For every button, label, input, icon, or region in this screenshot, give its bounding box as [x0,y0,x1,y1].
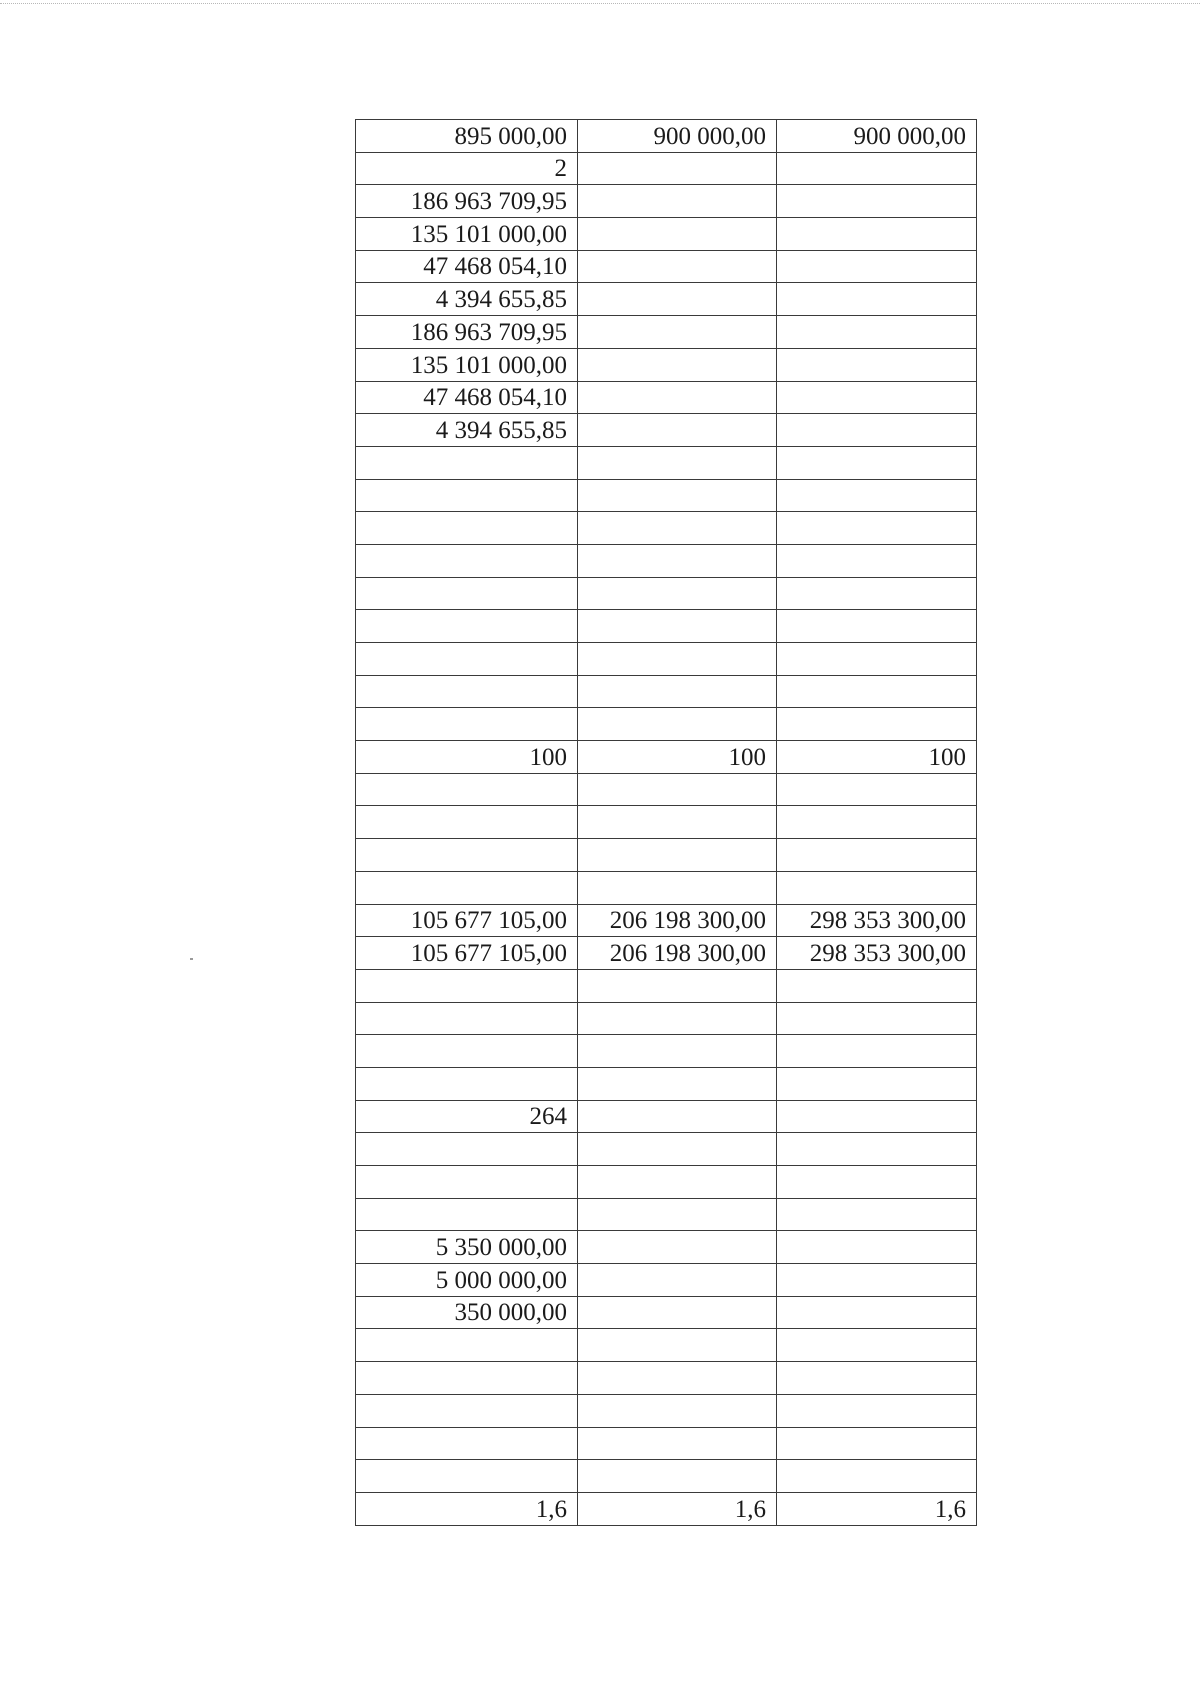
table-row [356,381,977,414]
table-cell [356,1166,578,1199]
table-cell [356,839,578,872]
table-cell [356,1133,578,1166]
table-row [356,1329,977,1362]
table-row [356,1100,977,1133]
table-cell: 1,6 [777,1492,977,1525]
table-row [356,839,977,872]
table-cell [578,1394,777,1427]
table-row [356,806,977,839]
table-cell [578,1166,777,1199]
table-row [356,871,977,904]
table-cell [777,1035,977,1068]
table-cell [578,1460,777,1493]
table-cell: 186 963 709,95 [356,185,578,218]
table-cell: 206 198 300,00 [578,937,777,970]
table-cell [356,577,578,610]
table-cell [578,708,777,741]
table-cell [777,1198,977,1231]
table-row [356,1035,977,1068]
table-cell: 900 000,00 [777,120,977,153]
table-row [356,643,977,676]
table-cell: 350 000,00 [356,1296,578,1329]
table-row [356,120,977,153]
table-cell [777,1100,977,1133]
table-cell: 298 353 300,00 [777,904,977,937]
table-cell [777,1362,977,1395]
table-cell [578,479,777,512]
table-cell [777,1067,977,1100]
table-row [356,1362,977,1395]
table-cell [356,610,578,643]
table-cell [578,1035,777,1068]
table-row [356,1492,977,1525]
table-cell: 1,6 [578,1492,777,1525]
table-cell: 298 353 300,00 [777,937,977,970]
table-cell: 100 [777,741,977,774]
table-cell [578,643,777,676]
table-cell [356,479,578,512]
table-cell [578,969,777,1002]
table-cell [356,871,578,904]
table-row [356,446,977,479]
table-row [356,1264,977,1297]
table-row [356,1427,977,1460]
table-cell: 135 101 000,00 [356,218,578,251]
table-cell [578,544,777,577]
table-cell [578,1296,777,1329]
table-cell [777,969,977,1002]
table-row [356,1394,977,1427]
table-cell [777,544,977,577]
table-cell: 264 [356,1100,578,1133]
table-row [356,1067,977,1100]
table-cell [578,152,777,185]
table-cell: 100 [578,741,777,774]
table-cell: 2 [356,152,578,185]
table-cell [578,381,777,414]
table-cell [777,1427,977,1460]
table-cell [578,806,777,839]
table-cell [578,773,777,806]
table-row [356,969,977,1002]
table-cell: 206 198 300,00 [578,904,777,937]
table-cell [777,185,977,218]
table-row [356,773,977,806]
table-cell [356,446,578,479]
table-cell [578,1002,777,1035]
stray-mark [190,958,193,960]
table-cell [356,512,578,545]
table-cell [578,1264,777,1297]
table-cell [578,512,777,545]
table-row [356,1460,977,1493]
table-row [356,610,977,643]
table-cell [777,283,977,316]
table-cell [356,1035,578,1068]
table-cell [777,1460,977,1493]
values-table-body [356,120,977,1526]
table-cell [356,806,578,839]
table-row [356,1231,977,1264]
table-cell [578,446,777,479]
table-row [356,250,977,283]
table-cell [777,414,977,447]
table-row [356,218,977,251]
table-row [356,708,977,741]
table-cell [578,283,777,316]
table-cell [777,479,977,512]
table-cell [777,1166,977,1199]
table-cell [356,773,578,806]
table-cell [356,1460,578,1493]
table-cell [356,1067,578,1100]
table-cell: 105 677 105,00 [356,904,578,937]
table-row [356,577,977,610]
table-row [356,1166,977,1199]
table-cell [578,316,777,349]
table-cell [777,1296,977,1329]
scan-edge-line [0,3,1200,4]
table-row [356,1296,977,1329]
table-cell: 47 468 054,10 [356,381,578,414]
table-row [356,348,977,381]
table-cell: 47 468 054,10 [356,250,578,283]
table-cell [356,969,578,1002]
table-cell [356,1329,578,1362]
table-row [356,316,977,349]
table-cell [777,348,977,381]
table-cell [578,839,777,872]
table-cell [777,218,977,251]
values-table [355,119,977,1526]
table-cell: 900 000,00 [578,120,777,153]
table-row [356,283,977,316]
table-cell [777,577,977,610]
table-cell: 1,6 [356,1492,578,1525]
table-cell [777,871,977,904]
table-cell [578,1133,777,1166]
table-cell: 105 677 105,00 [356,937,578,970]
table-cell [578,577,777,610]
table-cell [777,446,977,479]
table-cell [578,250,777,283]
table-cell [777,708,977,741]
table-cell [777,806,977,839]
table-cell: 5 350 000,00 [356,1231,578,1264]
table-row [356,512,977,545]
table-cell [777,1231,977,1264]
table-cell [777,1264,977,1297]
table-cell [777,839,977,872]
table-cell [578,610,777,643]
table-cell [578,414,777,447]
table-cell [356,1002,578,1035]
table-cell: 186 963 709,95 [356,316,578,349]
table-cell [777,1329,977,1362]
table-cell [578,1329,777,1362]
table-cell [777,250,977,283]
table-cell: 135 101 000,00 [356,348,578,381]
table-cell: 5 000 000,00 [356,1264,578,1297]
table-cell [356,1427,578,1460]
table-cell [356,1198,578,1231]
table-row [356,544,977,577]
table-cell [578,1231,777,1264]
table-cell [578,1067,777,1100]
table-row [356,152,977,185]
table-cell [777,381,977,414]
table-cell [578,1362,777,1395]
table-cell [578,871,777,904]
table-row [356,904,977,937]
table-cell [777,512,977,545]
table-row [356,1002,977,1035]
table-cell [777,610,977,643]
table-cell [578,1198,777,1231]
table-row [356,414,977,447]
table-cell: 4 394 655,85 [356,414,578,447]
table-cell [777,643,977,676]
table-cell: 4 394 655,85 [356,283,578,316]
table-cell [578,1427,777,1460]
table-cell [777,1002,977,1035]
table-cell [777,1133,977,1166]
table-cell [777,152,977,185]
table-cell [578,185,777,218]
table-row [356,937,977,970]
table-row [356,479,977,512]
table-row [356,1133,977,1166]
table-cell [578,218,777,251]
table-cell [578,348,777,381]
table-row [356,741,977,774]
table-cell [777,1394,977,1427]
table-cell [777,773,977,806]
table-cell: 100 [356,741,578,774]
table-row [356,675,977,708]
table-cell [356,643,578,676]
table-cell [777,316,977,349]
table-cell [578,675,777,708]
table-cell: 895 000,00 [356,120,578,153]
table-cell [777,675,977,708]
table-cell [356,1362,578,1395]
table-cell [356,675,578,708]
table-cell [356,1394,578,1427]
table-cell [356,544,578,577]
table-row [356,1198,977,1231]
table-cell [356,708,578,741]
table-cell [578,1100,777,1133]
table-row [356,185,977,218]
